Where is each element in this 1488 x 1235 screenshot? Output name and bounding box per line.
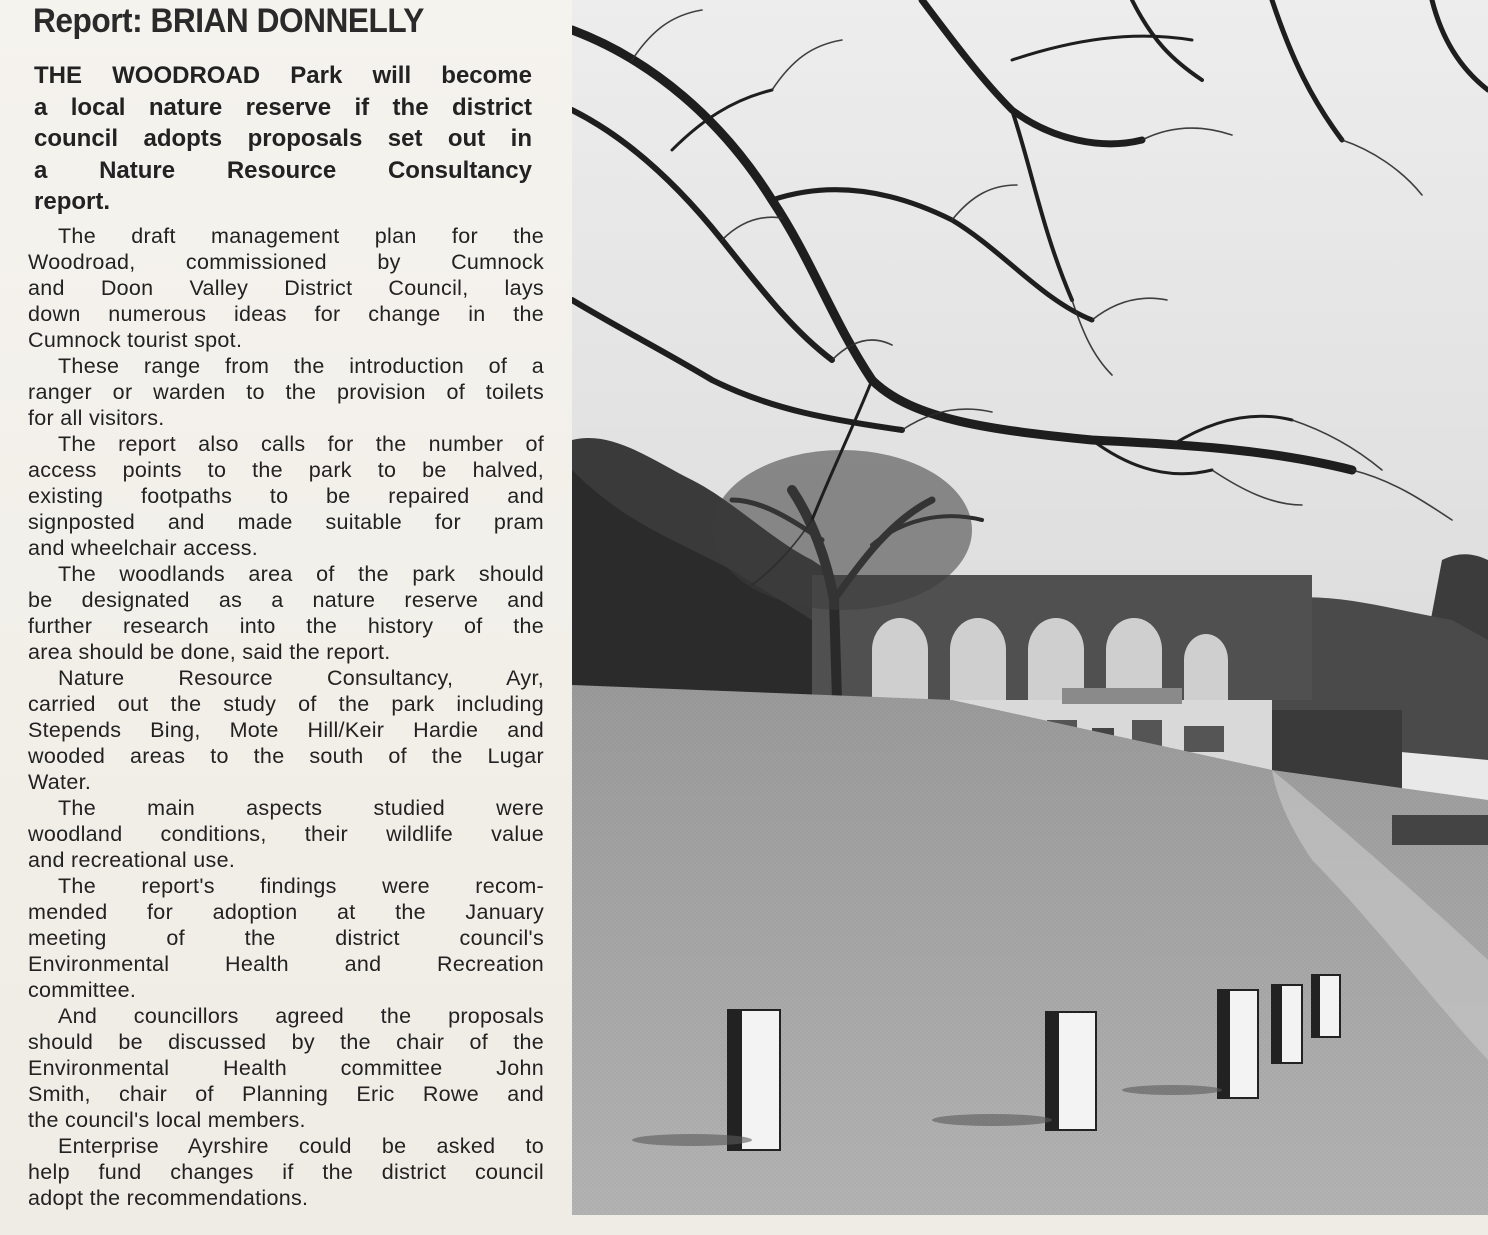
article-line: for all visitors.: [28, 406, 165, 430]
article-line: existing footpaths to be repaired and: [28, 484, 544, 508]
article-line: Nature Resource Consultancy, Ayr,: [58, 666, 544, 690]
article-paragraph: [28, 561, 544, 665]
article-paragraph: [28, 873, 544, 1003]
article-line: Cumnock tourist spot.: [28, 328, 243, 352]
article-line: should be discussed by the chair of the: [28, 1030, 544, 1054]
article-line: the council's local members.: [28, 1108, 306, 1132]
article-line: down numerous ideas for change in the: [28, 302, 544, 326]
article-line: Woodroad, commissioned by Cumnock: [28, 250, 544, 274]
article-line: The report also calls for the number of: [58, 432, 544, 456]
article-line: The report's findings were recom-: [58, 874, 544, 898]
article-line: Environmental Health committee John: [28, 1056, 544, 1080]
lead-paragraph: [34, 60, 532, 218]
lead-line: THE WOODROAD Park will become: [34, 62, 532, 89]
article-paragraph: [28, 665, 544, 795]
article-line: The main aspects studied were: [58, 796, 544, 820]
lead-line: a local nature reserve if the district: [34, 93, 532, 121]
article-line: ranger or warden to the provision of toilets: [28, 380, 544, 404]
article-line: Environmental Health and Recreation: [28, 952, 544, 976]
article-line: further research into the history of the: [28, 614, 544, 638]
article-paragraph: [28, 353, 544, 431]
article-line: and recreational use.: [28, 848, 236, 872]
article-paragraph: [28, 431, 544, 561]
article-line: and Doon Valley District Council, lays: [28, 276, 544, 300]
article-line: adopt the recommendations.: [28, 1186, 309, 1210]
article-paragraph: [28, 1003, 544, 1133]
article-line: be designated as a nature reserve and: [28, 588, 544, 612]
article-body: [28, 223, 544, 1211]
article-line: committee.: [28, 978, 137, 1002]
article-line: signposted and made suitable for pram: [28, 510, 544, 534]
article-line: area should be done, said the report.: [28, 640, 391, 664]
article-paragraph: [28, 1133, 544, 1211]
article-line: Stepends Bing, Mote Hill/Keir Hardie and: [28, 718, 544, 742]
article-line: and wheelchair access.: [28, 536, 259, 560]
park-photo: [572, 0, 1488, 1215]
article-line: wooded areas to the south of the Lugar: [28, 744, 544, 768]
article-line: woodland conditions, their wildlife value: [28, 822, 544, 846]
lead-line: report.: [34, 188, 111, 215]
article-line: And councillors agreed the proposals: [58, 1004, 544, 1028]
lead-line: council adopts proposals set out in: [34, 125, 532, 152]
article-line: mended for adoption at the January: [28, 900, 544, 924]
article-line: access points to the park to be halved,: [28, 458, 544, 482]
lead-line: a Nature Resource Consultancy: [34, 156, 532, 184]
article-line: The woodlands area of the park should: [58, 562, 544, 586]
article-line: meeting of the district council's: [28, 926, 544, 950]
park-viaduct-photo-icon: [572, 0, 1488, 1215]
article-line: Smith, chair of Planning Eric Rowe and: [28, 1082, 544, 1106]
byline: Report: BRIAN DONNELLY: [33, 2, 424, 40]
article-paragraph: [28, 223, 544, 353]
article-line: These range from the introduction of a: [58, 354, 544, 378]
article-line: Enterprise Ayrshire could be asked to: [58, 1134, 544, 1158]
article-line: carried out the study of the park including: [28, 692, 544, 716]
article-column: [28, 0, 548, 1235]
article-line: help fund changes if the district council: [28, 1160, 544, 1184]
article-line: Water.: [28, 770, 92, 794]
article-line: The draft management plan for the: [58, 224, 544, 248]
article-paragraph: [28, 795, 544, 873]
